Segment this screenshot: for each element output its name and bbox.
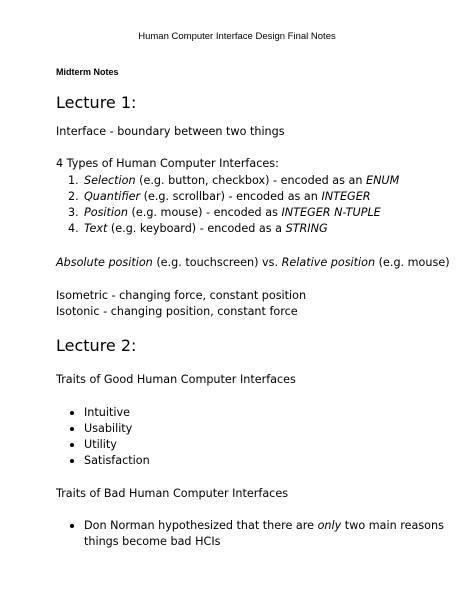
lecture-1-heading: Lecture 1:	[56, 93, 137, 112]
bullet-icon	[70, 427, 74, 431]
trait-label: Usability	[84, 422, 133, 435]
interface-definition: Interface - boundary between two things	[56, 125, 285, 138]
bad-point-text: Don Norman hypothesized that there are	[84, 519, 318, 532]
trait-label: Utility	[84, 438, 117, 451]
types-intro: 4 Types of Human Computer Interfaces:	[56, 157, 279, 170]
bullet-icon	[70, 411, 74, 415]
absolute-position-example: (e.g. touchscreen) vs.	[152, 256, 282, 269]
trait-label: Intuitive	[84, 406, 130, 419]
bullet-icon	[70, 443, 74, 447]
type-term: Position	[84, 206, 128, 219]
list-number: 4.	[68, 222, 79, 235]
bad-point-emphasis: only	[317, 519, 342, 532]
type-term: Text	[84, 222, 108, 235]
position-comparison	[56, 255, 450, 271]
isometric-definition: Isometric - changing force, constant position	[56, 289, 307, 302]
list-number: 2.	[68, 190, 79, 203]
bullet-icon	[70, 524, 74, 528]
type-encoding: STRING	[285, 222, 328, 235]
section-title: Midterm Notes	[56, 67, 119, 77]
isotonic-definition: Isotonic - changing position, constant force	[56, 305, 298, 318]
trait-label: Satisfaction	[84, 454, 150, 467]
good-traits-title: Traits of Good Human Computer Interfaces	[56, 373, 296, 386]
type-description: (e.g. mouse) - encoded as	[127, 206, 282, 219]
type-encoding: INTEGER N-TUPLE	[281, 206, 381, 219]
type-encoding: ENUM	[366, 174, 400, 187]
bullet-icon	[70, 459, 74, 463]
lecture-2-heading: Lecture 2:	[56, 336, 137, 355]
relative-position-term: Relative position	[281, 256, 376, 269]
absolute-position-term: Absolute position	[56, 256, 153, 269]
list-number: 1.	[68, 174, 79, 187]
type-description: (e.g. keyboard) - encoded as a	[107, 222, 286, 235]
type-term: Quantifier	[84, 190, 141, 203]
type-encoding: INTEGER	[321, 190, 371, 203]
bad-traits-title: Traits of Bad Human Computer Interfaces	[56, 487, 289, 500]
bad-point-text-end: two main reasons	[341, 519, 444, 532]
type-term: Selection	[84, 174, 136, 187]
type-description: (e.g. button, checkbox) - encoded as an	[135, 174, 366, 187]
page-header: Human Computer Interface Design Final Notes	[138, 31, 336, 42]
bad-point-line2: things become bad HCIs	[84, 535, 221, 548]
list-number: 3.	[68, 206, 79, 219]
type-description: (e.g. scrollbar) - encoded as an	[140, 190, 322, 203]
relative-position-example: (e.g. mouse)	[375, 256, 450, 269]
